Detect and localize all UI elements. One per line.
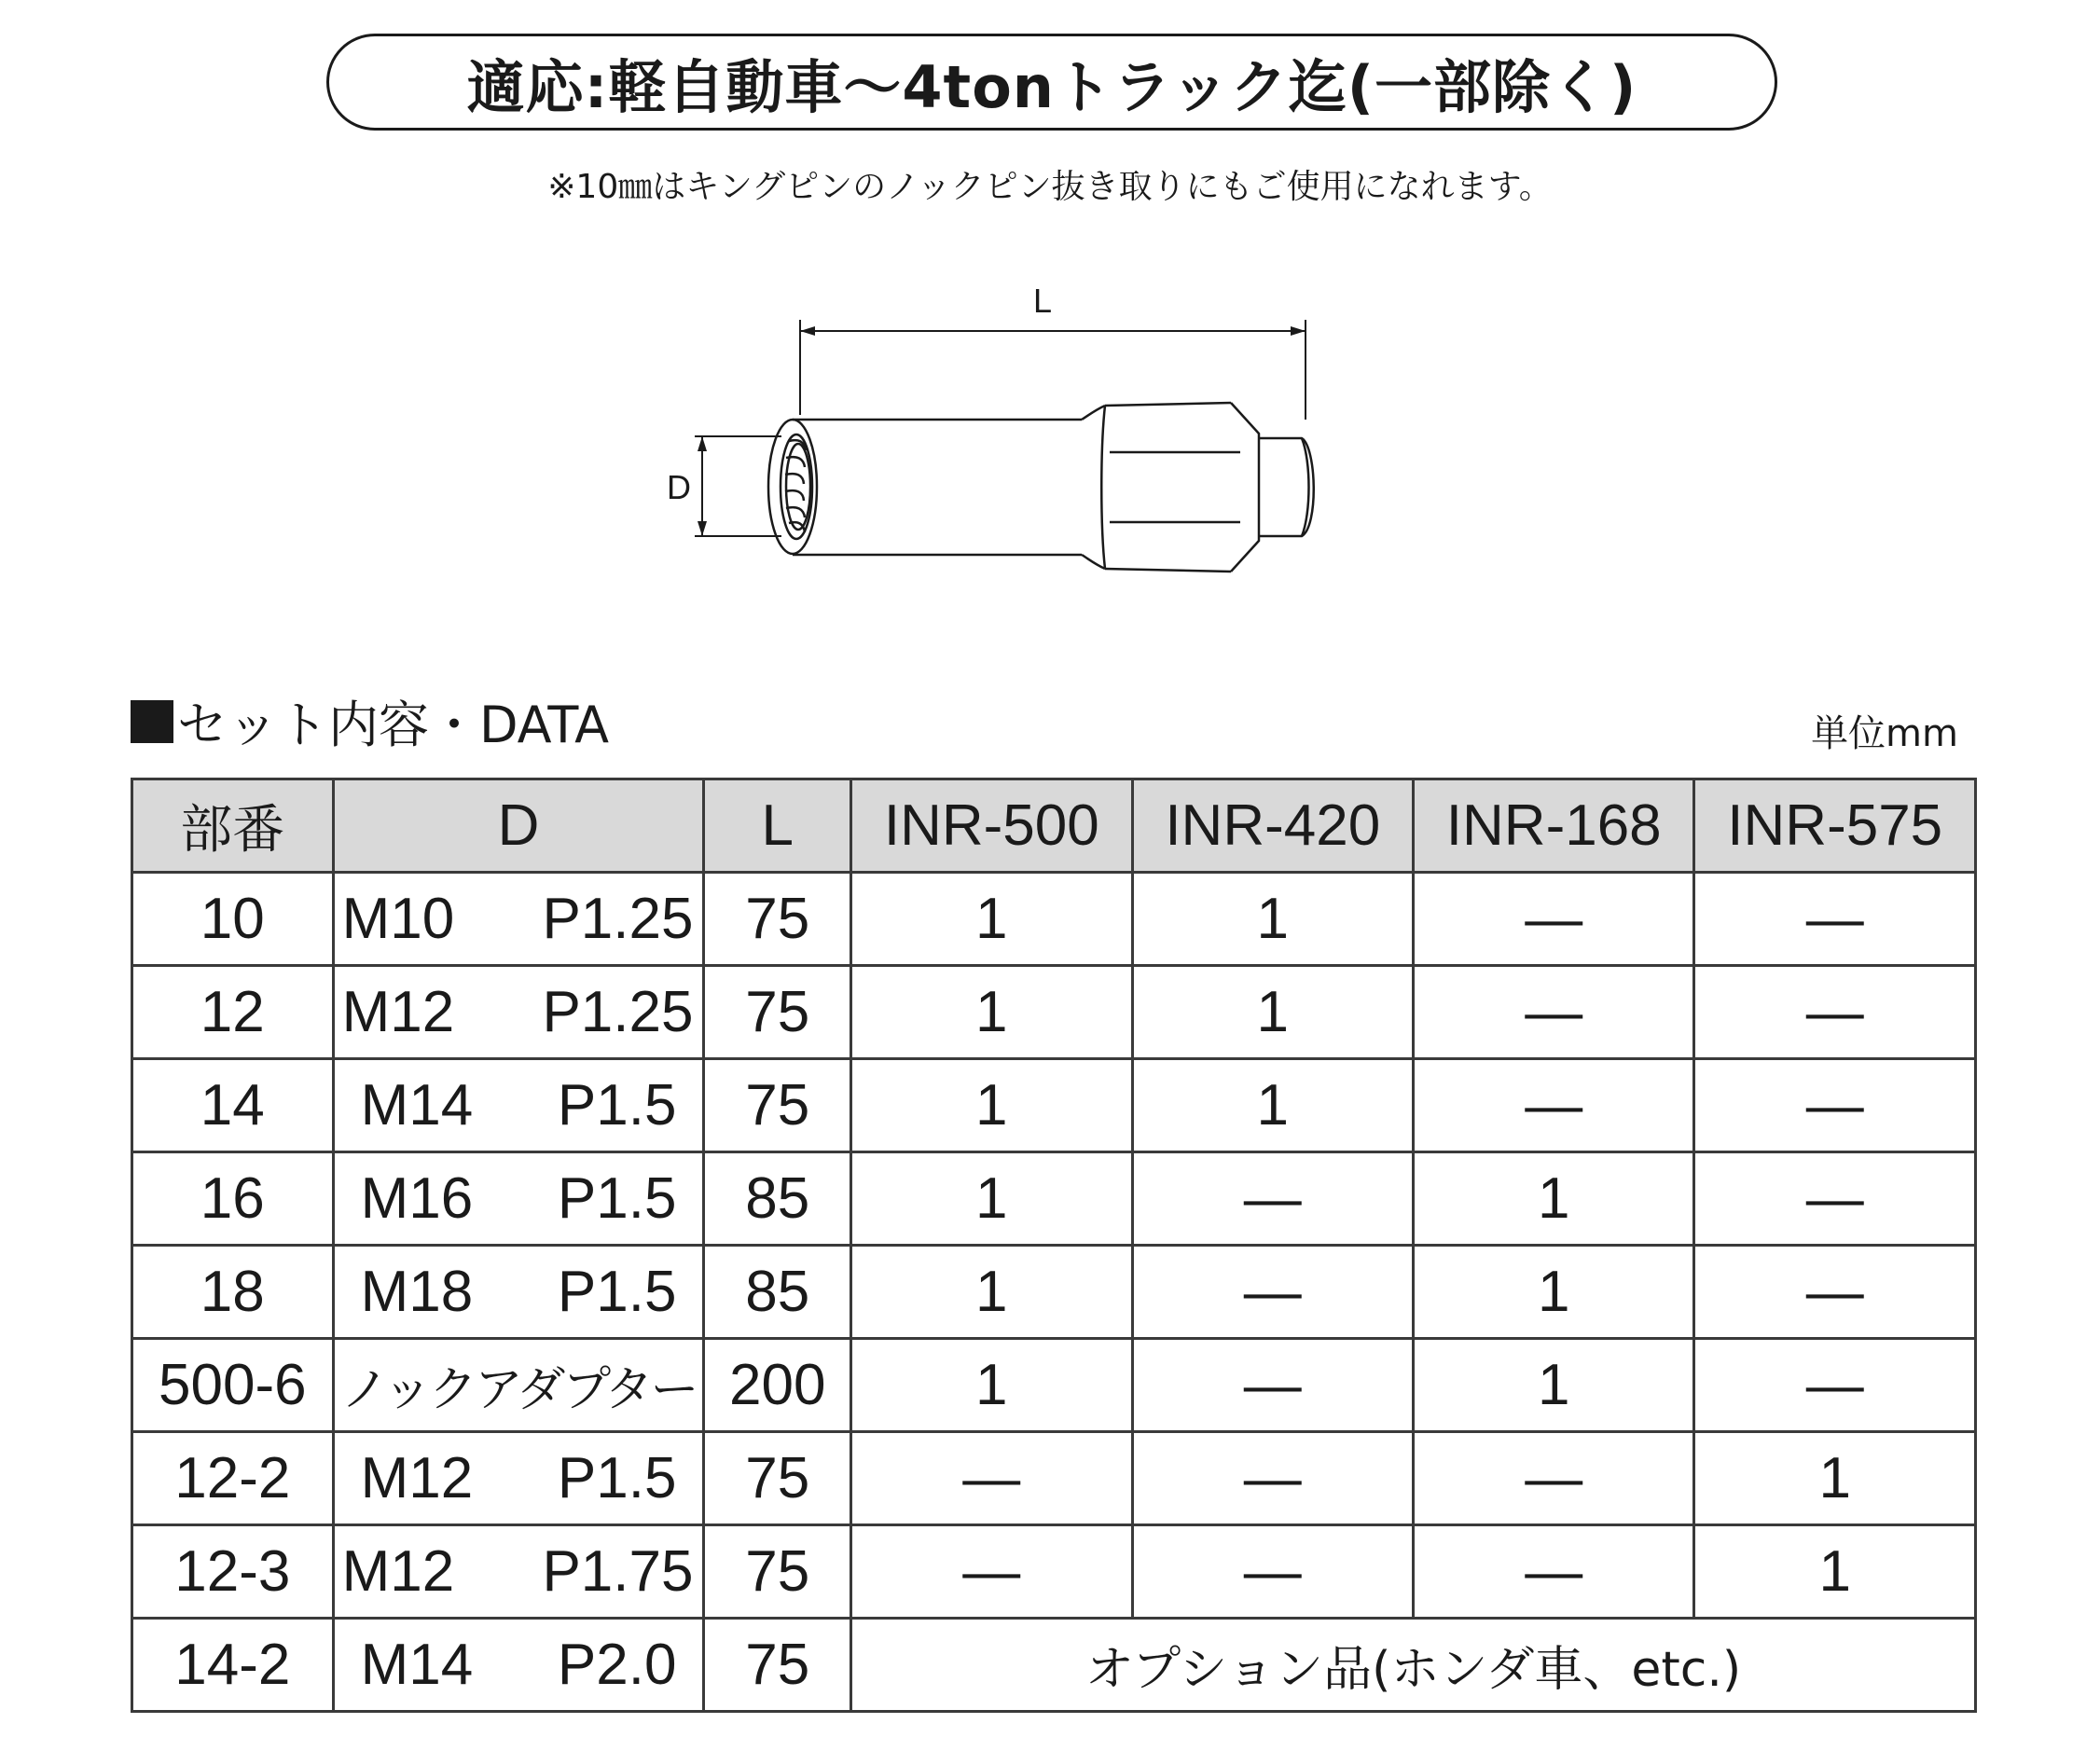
cell-inr-420: 1 [1132,873,1413,966]
cell-inr-420: 1 [1132,1059,1413,1152]
header-inr-168: INR-168 [1414,779,1694,873]
cell-d-pitch: P1.5 [557,1073,677,1137]
cell-inr-500: 1 [851,1059,1132,1152]
cell-inr-500: 1 [851,873,1132,966]
spec-table [131,778,1977,1713]
cell-d-size: M12 [360,1446,474,1510]
cell-l: 75 [704,1619,851,1712]
cell-d [333,1152,704,1246]
cell-inr-420: — [1132,1339,1413,1432]
cell-l: 200 [704,1339,851,1432]
cell-l: 85 [704,1152,851,1246]
cell-part-no: 500-6 [132,1339,334,1432]
cell-part-no: 12 [132,966,334,1059]
cell-inr-575: — [1694,1339,1976,1432]
cell-inr-168: — [1414,1525,1694,1619]
cell-d-pitch: P1.25 [542,980,694,1044]
cell-d: ノックアダプター [333,1339,704,1432]
cell-inr-420: — [1132,1525,1413,1619]
cell-d [333,1619,704,1712]
cell-d-pitch: P1.75 [542,1539,694,1604]
compatibility-banner: 適応:軽自動車〜4tonトラック迄(一部除く) [326,34,1777,131]
table-row [132,1059,1976,1152]
diameter-label: D [667,468,691,506]
cell-inr-500: 1 [851,966,1132,1059]
header-inr-500: INR-500 [851,779,1132,873]
cell-inr-500: 1 [851,1246,1132,1339]
cell-part-no: 16 [132,1152,334,1246]
cell-part-no: 12-2 [132,1432,334,1525]
cell-d [333,873,704,966]
cell-l: 75 [704,1432,851,1525]
cell-inr-500: — [851,1525,1132,1619]
table-row [132,1432,1976,1525]
cell-d-size: M10 [341,887,455,951]
header-l: L [704,779,851,873]
cell-inr-575: — [1694,873,1976,966]
cell-d [333,1059,704,1152]
cell-d [333,1525,704,1619]
cell-d [333,1246,704,1339]
cell-d-size: M12 [341,1539,455,1604]
cell-inr-420: — [1132,1152,1413,1246]
cell-d-pitch: P2.0 [557,1633,677,1697]
cell-inr-500: 1 [851,1152,1132,1246]
cell-d-pitch: P1.5 [557,1446,677,1510]
table-row [132,1525,1976,1619]
cell-inr-168: 1 [1414,1339,1694,1432]
section-title [131,685,609,757]
cell-inr-575: — [1694,1059,1976,1152]
cell-d-size: M12 [341,980,455,1044]
header-inr-575: INR-575 [1694,779,1976,873]
unit-label: 単位mm [1811,712,1958,755]
cell-inr-575: — [1694,966,1976,1059]
header-d: D [333,779,704,873]
table-row [132,1152,1976,1246]
header-part-no: 部番 [132,779,334,873]
cell-inr-575: 1 [1694,1525,1976,1619]
header-inr-420: INR-420 [1132,779,1413,873]
length-label: L [1032,282,1053,320]
cell-d-pitch: P1.25 [542,887,694,951]
cell-inr-168: 1 [1414,1152,1694,1246]
cell-l: 75 [704,1059,851,1152]
cell-inr-420: 1 [1132,966,1413,1059]
cell-option-note: オプション品(ホンダ車、etc.) [851,1619,1976,1712]
cell-d-pitch: P1.5 [557,1166,677,1231]
table-row [132,1339,1976,1432]
socket-diagram [643,275,1371,601]
table-row [132,966,1976,1059]
cell-inr-575: — [1694,1152,1976,1246]
cell-l: 75 [704,966,851,1059]
cell-inr-420: — [1132,1432,1413,1525]
cell-inr-575: 1 [1694,1432,1976,1525]
cell-inr-500: — [851,1432,1132,1525]
cell-inr-168: 1 [1414,1246,1694,1339]
cell-part-no: 12-3 [132,1525,334,1619]
cell-d-size: M16 [360,1166,474,1231]
cell-inr-168: — [1414,1059,1694,1152]
cell-d-pitch: P1.5 [557,1260,677,1324]
cell-d-size: M14 [360,1633,474,1697]
cell-l: 75 [704,873,851,966]
cell-part-no: 14 [132,1059,334,1152]
cell-inr-168: — [1414,966,1694,1059]
cell-inr-168: — [1414,1432,1694,1525]
cell-part-no: 18 [132,1246,334,1339]
square-bullet-icon [131,700,173,743]
usage-note: ※10㎜はキングピンのノックピン抜き取りにもご使用になれます。 [547,168,1553,206]
table-row [132,1619,1976,1712]
cell-l: 75 [704,1525,851,1619]
cell-d-size: M14 [360,1073,474,1137]
table-row [132,1246,1976,1339]
cell-inr-420: — [1132,1246,1413,1339]
cell-part-no: 10 [132,873,334,966]
table-row [132,873,1976,966]
cell-d [333,1432,704,1525]
cell-part-no: 14-2 [132,1619,334,1712]
section-title-text: セット内容・DATA [177,696,610,754]
cell-d-size: M18 [360,1260,474,1324]
cell-inr-500: 1 [851,1339,1132,1432]
cell-l: 85 [704,1246,851,1339]
cell-d [333,966,704,1059]
cell-inr-168: — [1414,873,1694,966]
cell-inr-575: — [1694,1246,1976,1339]
table-header-row [132,779,1976,873]
